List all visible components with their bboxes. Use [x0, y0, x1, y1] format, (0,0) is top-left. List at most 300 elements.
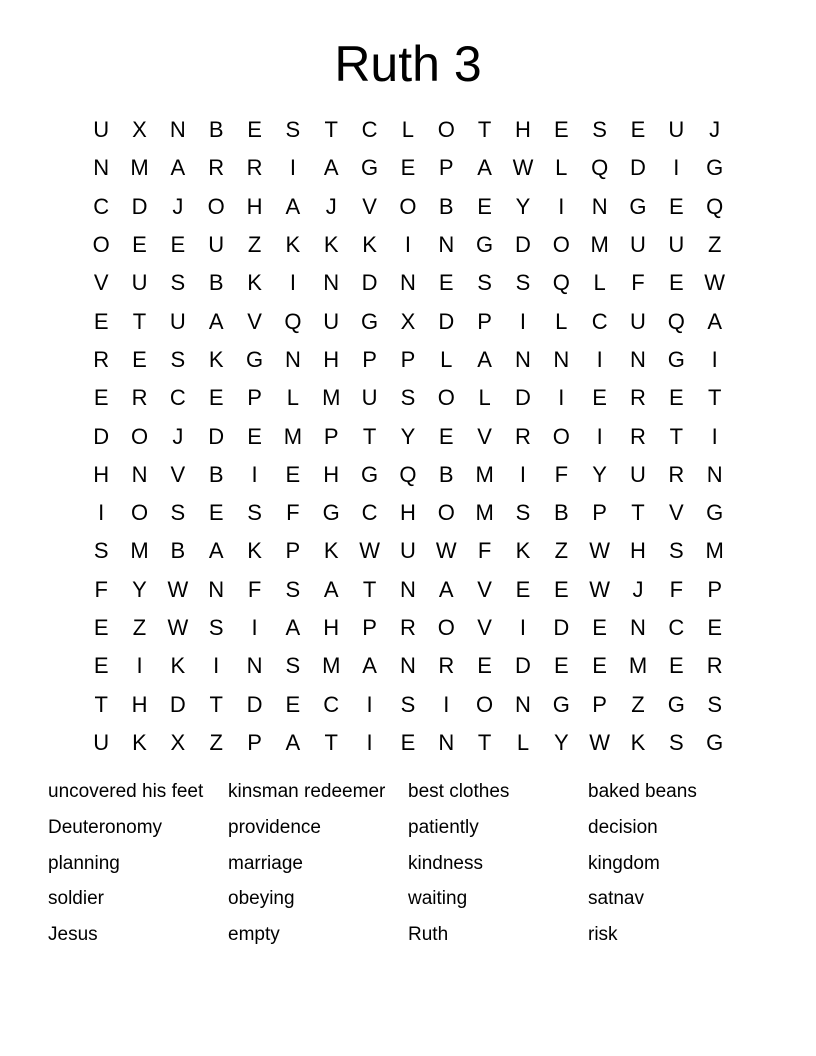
- grid-letter: Q: [552, 270, 570, 296]
- grid-letter: E: [668, 385, 684, 411]
- grid-letter: G: [706, 155, 724, 181]
- grid-letter: I: [558, 193, 565, 219]
- grid-letter: Y: [515, 193, 531, 219]
- grid-letter: R: [515, 423, 531, 449]
- grid-letter: I: [213, 653, 220, 679]
- grid-letter: L: [555, 155, 568, 181]
- word-list: [48, 777, 768, 956]
- grid-letter: J: [325, 193, 337, 219]
- grid-letter: H: [246, 193, 263, 219]
- grid-letter: E: [477, 193, 492, 219]
- grid-letter: G: [667, 691, 685, 717]
- word-list-item: providence: [228, 816, 321, 838]
- grid-letter: E: [93, 385, 109, 411]
- grid-letter: A: [707, 308, 723, 334]
- grid-letter: O: [207, 193, 225, 219]
- grid-letter: V: [170, 461, 186, 487]
- grid-letter: E: [630, 117, 646, 143]
- grid-letter: S: [170, 500, 186, 526]
- grid-letter: N: [515, 691, 531, 717]
- grid-letter: S: [170, 270, 186, 296]
- grid-letter: K: [323, 538, 339, 564]
- grid-letter: I: [251, 461, 258, 487]
- grid-letter: I: [443, 691, 450, 717]
- grid-letter: M: [705, 538, 724, 564]
- grid-letter: K: [515, 538, 531, 564]
- grid-letter: E: [553, 653, 569, 679]
- word-list-item: kingdom: [588, 852, 660, 874]
- grid-letter: W: [167, 576, 189, 602]
- word-list-item: decision: [588, 816, 658, 838]
- grid-letter: B: [208, 117, 224, 143]
- grid-letter: V: [668, 500, 684, 526]
- grid-letter: R: [246, 155, 263, 181]
- grid-letter: W: [435, 538, 457, 564]
- grid-letter: W: [704, 270, 726, 296]
- grid-row: [82, 609, 734, 647]
- grid-letter: H: [131, 691, 148, 717]
- grid-letter: D: [246, 691, 263, 717]
- grid-letter: I: [136, 653, 143, 679]
- grid-row: [82, 302, 734, 340]
- grid-letter: S: [515, 500, 531, 526]
- grid-letter: U: [208, 232, 225, 258]
- grid-letter: B: [438, 461, 454, 487]
- grid-letter: T: [209, 691, 223, 717]
- grid-letter: E: [553, 576, 569, 602]
- grid-letter: I: [289, 155, 296, 181]
- grid-letter: V: [247, 308, 262, 334]
- grid-letter: C: [591, 308, 608, 334]
- word-list-item: kindness: [408, 852, 483, 874]
- grid-letter: E: [592, 653, 607, 679]
- grid-letter: F: [94, 576, 108, 602]
- grid-letter: E: [285, 691, 301, 717]
- grid-letter: O: [399, 193, 417, 219]
- grid-row: [82, 188, 734, 226]
- grid-letter: W: [512, 155, 534, 181]
- grid-letter: T: [631, 500, 645, 526]
- word-list-item: waiting: [408, 888, 468, 910]
- grid-letter: L: [516, 729, 530, 755]
- grid-letter: T: [477, 729, 492, 755]
- grid-letter: O: [130, 423, 149, 449]
- grid-letter: E: [132, 346, 147, 372]
- grid-letter: I: [711, 346, 718, 372]
- grid-letter: V: [93, 270, 109, 296]
- grid-letter: G: [667, 346, 685, 372]
- grid-letter: B: [208, 461, 224, 487]
- grid-letter: S: [285, 117, 301, 143]
- grid-letter: Q: [706, 193, 724, 219]
- grid-letter: E: [515, 576, 531, 602]
- grid-letter: U: [630, 308, 646, 334]
- grid-letter: D: [361, 270, 378, 296]
- grid-letter: E: [438, 423, 454, 449]
- grid-letter: P: [438, 155, 454, 181]
- grid-letter: U: [93, 729, 110, 755]
- grid-letter: G: [629, 193, 647, 219]
- grid-letter: I: [366, 729, 373, 755]
- grid-letter: H: [323, 461, 340, 487]
- grid-row: [82, 647, 734, 685]
- grid-letter: K: [285, 232, 301, 258]
- grid-letter: Y: [592, 461, 607, 487]
- word-list-item: risk: [588, 924, 618, 946]
- grid-letter: O: [552, 232, 570, 258]
- grid-letter: E: [707, 615, 723, 640]
- grid-letter: D: [515, 232, 531, 258]
- grid-letter: A: [477, 155, 492, 181]
- grid-letter: N: [399, 576, 416, 602]
- grid-letter: F: [477, 538, 492, 564]
- grid-letter: P: [362, 615, 377, 640]
- grid-letter: T: [362, 576, 377, 602]
- grid-letter: H: [323, 615, 340, 640]
- grid-letter: I: [519, 461, 527, 487]
- word-list-item: uncovered his feet: [48, 781, 204, 802]
- grid-letter: J: [172, 193, 184, 219]
- grid-letter: E: [208, 385, 224, 411]
- grid-letter: S: [285, 653, 301, 679]
- word-list-item: Ruth: [408, 924, 449, 946]
- grid-letter: C: [361, 117, 378, 143]
- grid-letter: S: [707, 691, 723, 717]
- grid-letter: K: [362, 232, 377, 258]
- grid-letter: Z: [247, 232, 262, 258]
- grid-row: [82, 226, 734, 264]
- grid-letter: F: [554, 461, 569, 487]
- grid-letter: N: [131, 461, 148, 487]
- grid-letter: I: [251, 615, 258, 640]
- grid-letter: I: [711, 423, 718, 449]
- grid-letter: L: [286, 385, 300, 411]
- grid-letter: U: [323, 308, 340, 334]
- grid-letter: Y: [400, 423, 416, 449]
- grid-letter: E: [208, 500, 224, 526]
- grid-letter: M: [590, 232, 609, 258]
- grid-letter: M: [628, 653, 648, 679]
- grid-letter: J: [709, 117, 721, 143]
- grid-letter: A: [362, 653, 377, 679]
- grid-letter: K: [170, 653, 186, 679]
- grid-letter: C: [93, 193, 110, 219]
- grid-letter: X: [400, 308, 416, 334]
- grid-letter: P: [247, 385, 262, 411]
- grid-letter: A: [285, 615, 301, 640]
- grid-letter: J: [172, 423, 184, 449]
- grid-letter: S: [285, 576, 301, 602]
- grid-letter: L: [478, 385, 491, 411]
- grid-letter: O: [476, 691, 494, 717]
- grid-letter: D: [438, 308, 455, 334]
- grid-letter: T: [324, 117, 338, 143]
- grid-letter: E: [668, 653, 684, 679]
- grid-row: [82, 149, 734, 187]
- grid-letter: N: [438, 729, 455, 755]
- grid-letter: E: [93, 653, 109, 679]
- grid-letter: X: [132, 117, 147, 143]
- grid-letter: I: [596, 346, 603, 372]
- grid-letter: W: [359, 538, 380, 564]
- grid-letter: I: [519, 615, 527, 640]
- grid-letter: T: [362, 423, 377, 449]
- grid-letter: K: [247, 270, 262, 296]
- grid-letter: E: [477, 653, 492, 679]
- grid-letter: G: [361, 155, 379, 181]
- grid-row: [82, 379, 734, 417]
- grid-letter: A: [438, 576, 454, 602]
- grid-letter: M: [475, 500, 494, 526]
- grid-letter: G: [245, 346, 264, 372]
- grid-row: [82, 724, 734, 762]
- grid-letter: O: [552, 423, 570, 449]
- grid-letter: D: [208, 423, 225, 449]
- grid-letter: P: [285, 538, 301, 564]
- grid-letter: T: [94, 691, 108, 717]
- grid-letter: D: [515, 653, 531, 679]
- grid-letter: E: [668, 270, 684, 296]
- grid-letter: U: [668, 232, 685, 258]
- grid-letter: A: [323, 576, 339, 602]
- grid-letter: E: [553, 117, 569, 143]
- grid-row: [82, 571, 734, 609]
- grid-letter: D: [169, 691, 186, 717]
- grid-letter: R: [208, 155, 225, 181]
- grid-letter: X: [170, 729, 186, 755]
- word-list-item: best clothes: [408, 781, 510, 802]
- grid-letter: O: [92, 232, 110, 258]
- grid-letter: R: [630, 423, 646, 449]
- grid-letter: Z: [209, 729, 223, 755]
- grid-letter: T: [132, 308, 147, 334]
- grid-letter: E: [438, 270, 454, 296]
- grid-letter: F: [631, 270, 645, 296]
- grid-row: [82, 456, 734, 494]
- grid-letter: U: [630, 232, 646, 258]
- grid-letter: S: [477, 270, 492, 296]
- grid-letter: I: [404, 232, 411, 258]
- grid-letter: E: [93, 615, 109, 640]
- grid-letter: R: [438, 653, 455, 679]
- grid-letter: H: [630, 538, 646, 564]
- grid-letter: S: [247, 500, 262, 526]
- grid-letter: S: [668, 729, 684, 755]
- grid-letter: S: [93, 538, 109, 564]
- letter-grid: [82, 111, 734, 762]
- grid-letter: B: [170, 538, 186, 564]
- grid-letter: Z: [631, 691, 645, 717]
- grid-letter: E: [247, 117, 262, 143]
- grid-letter: I: [98, 500, 105, 526]
- grid-letter: O: [437, 117, 455, 143]
- grid-letter: E: [400, 729, 416, 755]
- grid-letter: N: [246, 653, 263, 679]
- grid-letter: G: [322, 500, 340, 526]
- grid-letter: B: [208, 270, 224, 296]
- grid-letter: Q: [667, 308, 685, 334]
- grid-letter: S: [400, 691, 416, 717]
- grid-letter: K: [208, 346, 224, 372]
- grid-row: [82, 685, 734, 723]
- word-list-item: kinsman redeemer: [228, 781, 386, 802]
- grid-letter: O: [130, 500, 149, 526]
- grid-letter: R: [706, 653, 723, 679]
- grid-letter: P: [247, 729, 262, 755]
- grid-letter: I: [596, 423, 603, 449]
- grid-letter: P: [592, 691, 607, 717]
- grid-letter: R: [131, 385, 148, 411]
- page-title: Ruth 3: [334, 36, 482, 92]
- grid-letter: N: [399, 653, 416, 679]
- grid-letter: L: [401, 117, 415, 143]
- grid-letter: B: [438, 193, 454, 219]
- grid-letter: E: [247, 423, 262, 449]
- grid-letter: F: [247, 576, 262, 602]
- word-list-item: patiently: [408, 816, 479, 838]
- grid-letter: M: [283, 423, 303, 449]
- grid-letter: R: [93, 346, 110, 372]
- grid-row: [82, 417, 734, 455]
- grid-letter: Y: [132, 576, 147, 602]
- grid-letter: D: [630, 155, 646, 181]
- word-list-item: marriage: [228, 852, 303, 874]
- grid-letter: D: [553, 615, 570, 640]
- grid-letter: G: [552, 691, 570, 717]
- word-list-item: Deuteronomy: [48, 816, 163, 838]
- grid-letter: Q: [591, 155, 609, 181]
- grid-letter: I: [366, 691, 373, 717]
- grid-letter: A: [208, 308, 224, 334]
- grid-letter: H: [399, 500, 416, 526]
- grid-letter: E: [285, 461, 301, 487]
- grid-letter: I: [558, 385, 565, 411]
- word-list-item: obeying: [228, 888, 295, 910]
- grid-letter: Z: [707, 232, 722, 258]
- grid-letter: T: [669, 423, 684, 449]
- grid-letter: H: [515, 117, 531, 143]
- grid-letter: G: [706, 729, 724, 755]
- grid-letter: S: [668, 538, 684, 564]
- grid-letter: M: [322, 653, 341, 679]
- grid-letter: A: [285, 729, 301, 755]
- grid-letter: V: [477, 615, 492, 640]
- grid-letter: A: [323, 155, 339, 181]
- grid-letter: W: [589, 729, 611, 755]
- grid-letter: P: [707, 576, 723, 602]
- grid-letter: L: [440, 346, 453, 372]
- grid-letter: Y: [553, 729, 569, 755]
- grid-letter: E: [592, 385, 607, 411]
- word-list-item: Jesus: [48, 924, 98, 946]
- grid-letter: C: [323, 691, 340, 717]
- grid-letter: N: [438, 232, 455, 258]
- word-list-item: planning: [48, 852, 120, 874]
- grid-letter: Z: [132, 615, 147, 640]
- grid-letter: U: [668, 117, 685, 143]
- grid-letter: D: [93, 423, 110, 449]
- grid-letter: R: [399, 615, 416, 640]
- grid-letter: E: [668, 193, 684, 219]
- grid-letter: G: [476, 232, 494, 258]
- grid-row: [82, 264, 734, 302]
- grid-letter: S: [515, 270, 531, 296]
- grid-letter: V: [477, 576, 492, 602]
- grid-row: [82, 532, 734, 570]
- grid-letter: K: [630, 729, 646, 755]
- grid-letter: U: [169, 308, 186, 334]
- grid-letter: W: [589, 538, 611, 564]
- grid-letter: A: [170, 155, 186, 181]
- grid-letter: C: [169, 385, 186, 411]
- grid-letter: P: [323, 423, 339, 449]
- grid-letter: N: [553, 346, 570, 372]
- grid-letter: E: [93, 308, 109, 334]
- grid-letter: L: [593, 270, 606, 296]
- grid-letter: V: [477, 423, 492, 449]
- word-list-item: baked beans: [588, 781, 697, 802]
- grid-letter: U: [630, 461, 646, 487]
- grid-letter: N: [169, 117, 186, 143]
- grid-letter: N: [630, 346, 646, 372]
- grid-letter: S: [170, 346, 186, 372]
- grid-letter: I: [673, 155, 680, 181]
- grid-letter: F: [669, 576, 684, 602]
- grid-letter: M: [130, 538, 149, 564]
- grid-letter: G: [361, 308, 379, 334]
- grid-letter: T: [477, 117, 492, 143]
- grid-letter: E: [170, 232, 186, 258]
- grid-letter: M: [130, 155, 149, 181]
- grid-letter: Q: [284, 308, 302, 334]
- grid-letter: D: [131, 193, 148, 219]
- grid-letter: W: [589, 576, 611, 602]
- grid-letter: B: [553, 500, 569, 526]
- grid-letter: K: [247, 538, 262, 564]
- grid-letter: A: [285, 193, 301, 219]
- grid-letter: U: [361, 385, 378, 411]
- grid-letter: W: [167, 615, 189, 640]
- grid-row: [82, 494, 734, 532]
- grid-letter: Q: [399, 461, 417, 487]
- grid-letter: J: [632, 576, 644, 602]
- grid-letter: U: [93, 117, 110, 143]
- grid-letter: C: [361, 500, 378, 526]
- grid-letter: S: [208, 615, 224, 640]
- grid-letter: Z: [554, 538, 569, 564]
- grid-letter: U: [131, 270, 148, 296]
- grid-letter: T: [707, 385, 722, 411]
- grid-letter: P: [400, 346, 416, 372]
- grid-letter: O: [437, 385, 455, 411]
- word-list-item: satnav: [588, 888, 644, 910]
- grid-letter: E: [592, 615, 607, 640]
- grid-letter: I: [289, 270, 296, 296]
- grid-letter: H: [93, 461, 110, 487]
- grid-letter: O: [437, 615, 455, 640]
- grid-letter: E: [132, 232, 147, 258]
- grid-letter: N: [515, 346, 531, 372]
- grid-letter: N: [706, 461, 723, 487]
- word-list-item: soldier: [48, 888, 104, 910]
- grid-letter: R: [668, 461, 685, 487]
- grid-letter: N: [208, 576, 225, 602]
- grid-letter: P: [362, 346, 377, 372]
- grid-letter: C: [668, 615, 685, 640]
- grid-letter: M: [475, 461, 494, 487]
- grid-letter: P: [477, 308, 492, 334]
- grid-letter: E: [400, 155, 416, 181]
